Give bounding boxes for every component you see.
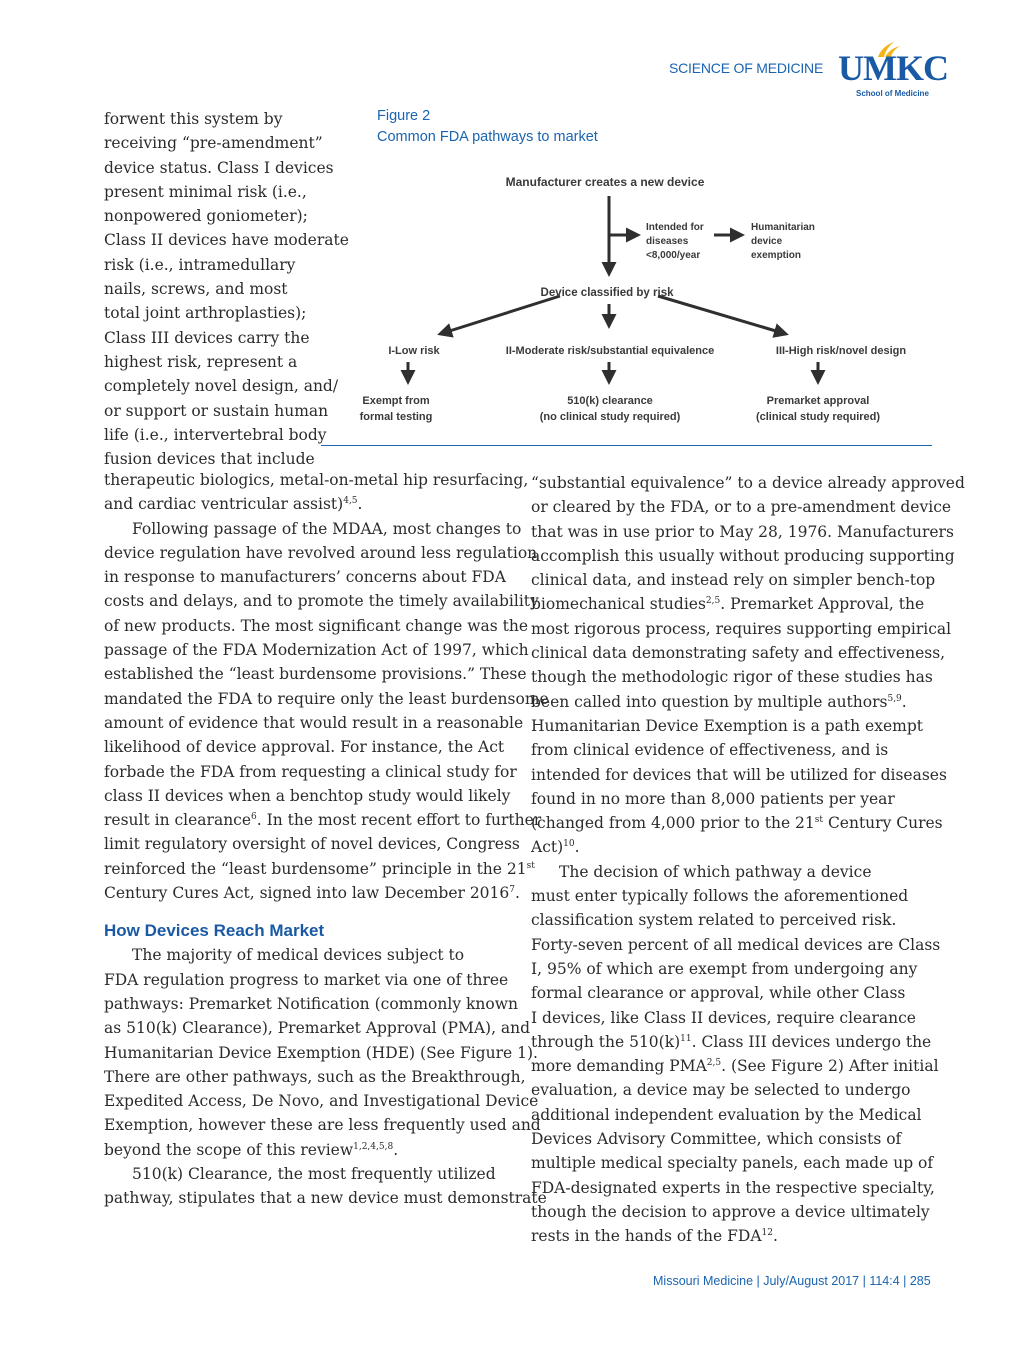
citation: 5,9 — [887, 693, 902, 704]
text-line: nonpowered goniometer); — [104, 207, 308, 226]
text-line: formal clearance or approval, while other Class — [531, 984, 906, 1003]
text-line — [104, 1138, 549, 1162]
text-line: FDA-designated experts in the respective specialty, — [531, 1178, 935, 1197]
node-intended-line1: Intended for — [646, 222, 704, 233]
text-line — [104, 857, 549, 881]
ordinal-suffix: st — [526, 860, 535, 871]
text-line: Class II devices have moderate — [104, 231, 349, 250]
citation: 6 — [251, 812, 257, 823]
node-hde-line2: device — [751, 236, 783, 247]
text-span: . — [393, 1140, 399, 1159]
text-line: established the “least burdensome provisions.” These — [104, 665, 527, 684]
text-line: class II devices when a benchtop study would likely — [104, 786, 511, 805]
citation: 7 — [509, 885, 516, 896]
node-moderate-risk: II-Moderate risk/substantial equivalence — [505, 345, 715, 357]
text-line: highest risk, represent a — [104, 352, 298, 371]
text-line: in response to manufacturers’ concerns about FDA — [104, 568, 506, 587]
node-exempt-line2: formal testing — [359, 411, 433, 423]
text-span: . — [901, 692, 907, 711]
text-span: . Class III devices undergo the — [691, 1032, 932, 1051]
text-line: The decision of which pathway a device — [559, 862, 872, 881]
text-line: Expedited Access, De Novo, and Investigational Device — [104, 1092, 539, 1111]
node-start: Manufacturer creates a new device — [505, 175, 705, 189]
text-line: Exemption, however these are less frequently used and — [104, 1116, 541, 1135]
text-line: life (i.e., intervertebral body — [104, 425, 327, 444]
text-span: biomechanical studies — [531, 595, 706, 614]
umkc-logo — [838, 40, 948, 100]
text-line: amount of evidence that would result in a reasonable — [104, 713, 524, 732]
text-line — [104, 808, 549, 832]
text-line: forwent this system by — [104, 110, 283, 128]
text-span: . — [772, 1227, 778, 1246]
text-span: . In the most recent effort to further — [256, 811, 542, 830]
text-line: Humanitarian Device Exemption is a path exempt — [531, 716, 923, 735]
citation: 2,5 — [706, 1058, 722, 1069]
fda-pathway-diagram — [340, 166, 936, 436]
text-line: though the methodologic rigor of these studies has — [531, 668, 933, 687]
arrow-to-high — [658, 296, 786, 334]
text-line — [531, 811, 965, 835]
text-span: . Premarket Approval, the — [720, 595, 925, 614]
text-line: costs and delays, and to promote the timely availability — [104, 592, 539, 611]
text-line — [531, 835, 965, 859]
text-line: found in no more than 8,000 patients per year — [531, 789, 895, 808]
right-column — [531, 471, 965, 1249]
text-line: Class III devices carry the — [104, 328, 310, 347]
text-line — [104, 881, 549, 905]
text-span: . — [574, 838, 580, 857]
text-line: therapeutic biologics, metal-on-metal hip resurfacing, — [104, 471, 529, 489]
text-line: from clinical evidence of effectiveness, and is — [531, 741, 889, 760]
text-line: limit regulatory oversight of novel devices, Congress — [104, 835, 520, 854]
citation: 2,5 — [705, 596, 721, 607]
node-premarket-line1: Premarket approval — [766, 395, 870, 407]
text-span: and cardiac ventricular assist) — [104, 495, 344, 514]
text-line — [531, 1224, 965, 1248]
citation: 4,5 — [343, 496, 358, 507]
text-span: Century Cures Act, signed into law December 2016 — [104, 884, 510, 903]
text-span: reinforced the “least burdensome” principle in the 21 — [104, 859, 527, 878]
arrow-to-low — [440, 296, 560, 334]
ordinal-suffix: st — [814, 815, 824, 826]
section-heading: How Devices Reach Market — [104, 921, 325, 941]
node-classified: Device classified by risk — [540, 287, 674, 299]
text-line: classification system related to perceived risk. — [531, 911, 897, 930]
logo-wordmark: UMKC — [838, 48, 948, 88]
text-line: nails, screws, and most — [104, 280, 288, 299]
text-line: present minimal risk (i.e., — [104, 182, 307, 201]
text-line — [104, 492, 549, 516]
text-line: Devices Advisory Committee, which consists of — [531, 1130, 902, 1149]
node-exempt-line1: Exempt from — [362, 395, 430, 407]
figure-divider — [321, 445, 932, 446]
text-line: FDA regulation progress to market via one of three — [104, 970, 509, 989]
node-hde-line1: Humanitarian — [751, 222, 815, 233]
text-line: I devices, like Class II devices, require clearance — [531, 1008, 916, 1027]
text-span: . (See Figure 2) After initial — [721, 1057, 939, 1076]
page-footer: Missouri Medicine | July/August 2017 | 114:4 | 285 — [653, 1274, 931, 1288]
left-column — [104, 468, 549, 1211]
node-premarket-line2: (clinical study required) — [755, 411, 881, 423]
text-line — [531, 1054, 965, 1078]
left-column-top — [104, 107, 349, 471]
node-intended-line3: <8,000/year — [646, 250, 701, 261]
text-line: intended for devices that will be utilized for diseases — [531, 765, 947, 784]
node-intended-line2: diseases — [646, 236, 689, 247]
text-line: risk (i.e., intramedullary — [104, 255, 296, 274]
text-span: Act) — [531, 838, 564, 857]
node-high-risk: III-High risk/novel design — [775, 345, 907, 357]
text-line: receiving “pre-amendment” — [104, 134, 323, 153]
text-line: pathways: Premarket Notification (commonly known — [104, 994, 518, 1013]
logo-subtitle: School of Medicine — [856, 89, 929, 98]
text-line: most rigorous process, requires supporting empirical — [531, 619, 952, 638]
text-line: 510(k) Clearance, the most frequently utilized — [132, 1165, 496, 1184]
text-line: though the decision to approve a device ultimately — [531, 1202, 930, 1221]
text-span: more demanding PMA — [531, 1057, 707, 1076]
text-line: or support or sustain human — [104, 401, 329, 420]
node-clearance-line1: 510(k) clearance — [567, 395, 653, 407]
text-span: rests in the hands of the FDA — [531, 1227, 762, 1246]
text-line: evaluation, a device may be selected to undergo — [531, 1081, 911, 1100]
text-span: been called into question by multiple authors — [531, 692, 888, 711]
text-span: . — [357, 495, 363, 514]
node-clearance-line2: (no clinical study required) — [539, 411, 681, 423]
text-line — [531, 1030, 965, 1054]
text-span: result in clearance — [104, 811, 252, 830]
text-line: pathway, stipulates that a new device must demonstrate — [104, 1189, 547, 1208]
text-span: (changed from 4,000 prior to the 21 — [531, 814, 815, 833]
figure-title: Common FDA pathways to market — [377, 129, 598, 145]
citation: 10 — [563, 839, 575, 850]
text-span: through the 510(k) — [531, 1032, 681, 1051]
citation: 12 — [761, 1228, 773, 1239]
figure-caption — [377, 106, 598, 148]
text-line: passage of the FDA Modernization Act of 1997, which — [104, 641, 529, 660]
text-line: device status. Class I devices — [104, 158, 334, 177]
text-line: “substantial equivalence” to a device already approved — [531, 474, 965, 492]
node-low-risk: I-Low risk — [388, 345, 440, 357]
text-line: Forty-seven percent of all medical devices are Class — [531, 935, 941, 954]
text-line: total joint arthroplasties); — [104, 304, 307, 323]
figure-label: Figure 2 — [377, 108, 431, 124]
text-line: as 510(k) Clearance), Premarket Approval (PMA), and — [104, 1019, 531, 1038]
node-hde-line3: exemption — [751, 250, 802, 261]
text-line: Following passage of the MDAA, most changes to — [132, 519, 522, 538]
text-line: clinical data, and instead rely on simpler bench-top — [531, 571, 936, 590]
text-line: additional independent evaluation by the Medical — [531, 1105, 922, 1124]
text-line: or cleared by the FDA, or to a pre-amendment device — [531, 498, 952, 517]
text-line: must enter typically follows the aforementioned — [531, 887, 909, 906]
text-line: Humanitarian Device Exemption (HDE) (See Figure 1). — [104, 1043, 538, 1062]
text-line: of new products. The most significant change was the — [104, 616, 529, 635]
citation: 11 — [680, 1033, 692, 1044]
text-line: The majority of medical devices subject to — [132, 946, 465, 965]
text-line: likelihood of device approval. For instance, the Act — [104, 738, 505, 757]
text-line — [531, 690, 965, 714]
text-line: multiple medical specialty panels, each made up of — [531, 1154, 934, 1173]
text-line: fusion devices that include — [104, 450, 315, 469]
text-span: beyond the scope of this review — [104, 1140, 354, 1159]
text-line — [531, 592, 965, 616]
text-line: accomplish this usually without producing supporting — [531, 546, 955, 565]
text-span: . — [515, 884, 520, 903]
text-line: clinical data demonstrating safety and effectiveness, — [531, 644, 946, 663]
text-span: Century Cures — [823, 814, 943, 833]
section-label: SCIENCE OF MEDICINE — [669, 60, 824, 76]
text-line: completely novel design, and/ — [104, 377, 339, 396]
text-line: There are other pathways, such as the Breakthrough, — [104, 1067, 526, 1086]
citation: 1,2,4,5,8 — [353, 1141, 394, 1152]
text-line: that was in use prior to May 28, 1976. Manufacturers — [531, 522, 954, 541]
text-line: device regulation have revolved around less regulation — [104, 543, 538, 562]
text-line: mandated the FDA to require only the least burdensome — [104, 689, 549, 708]
text-line: forbade the FDA from requesting a clinical study for — [104, 762, 517, 781]
text-line: I, 95% of which are exempt from undergoing any — [531, 959, 918, 978]
